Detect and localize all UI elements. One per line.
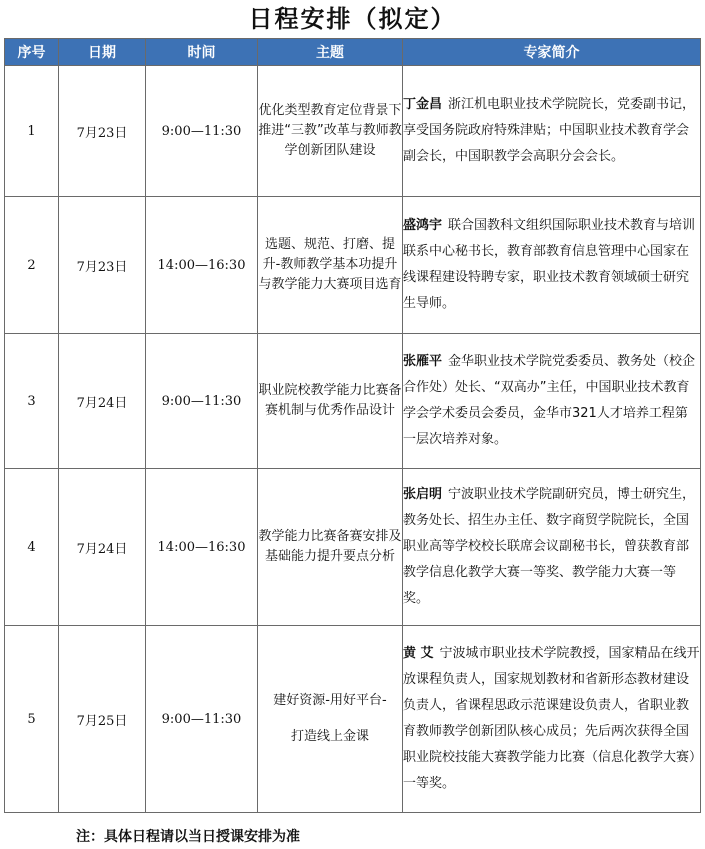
cell-date: 7月24日 xyxy=(59,334,146,469)
table-row xyxy=(5,334,701,469)
cell-no: 4 xyxy=(5,469,59,626)
cell-topic: 优化类型教育定位背景下推进“三教”改革与教师教学创新团队建设 xyxy=(258,66,403,197)
cell-time: 14:00—16:30 xyxy=(146,469,258,626)
cell-time: 9:00—11:30 xyxy=(146,334,258,469)
footnote: 注：具体日程请以当日授课安排为准 xyxy=(76,829,300,845)
column-header-time: 时间 xyxy=(146,39,258,66)
expert-name: 张启明 xyxy=(403,487,443,502)
table-row xyxy=(5,469,701,626)
cell-topic: 教学能力比赛备赛安排及基础能力提升要点分析 xyxy=(258,469,403,626)
column-header-date: 日期 xyxy=(59,39,146,66)
table-row xyxy=(5,626,701,813)
cell-time: 9:00—11:30 xyxy=(146,66,258,197)
cell-topic xyxy=(258,626,403,813)
cell-no: 2 xyxy=(5,197,59,334)
table-header-row xyxy=(5,39,701,66)
expert-name: 丁金昌 xyxy=(403,97,443,112)
cell-topic: 职业院校教学能力比赛备赛机制与优秀作品设计 xyxy=(258,334,403,469)
cell-expert xyxy=(403,469,701,626)
column-header-topic: 主题 xyxy=(258,39,403,66)
cell-topic: 选题、规范、打磨、提升-教师教学基本功提升与教学能力大赛项目选育 xyxy=(258,197,403,334)
cell-time: 14:00—16:30 xyxy=(146,197,258,334)
expert-bio: 联合国教科文组织国际职业技术教育与培训联系中心秘书长，教育部教育信息管理中心国家在线课程建设特聘专家，职业技术教育领域硕士研究生导师。 xyxy=(403,218,696,311)
table-row xyxy=(5,66,701,197)
cell-expert xyxy=(403,626,701,813)
topic-line-1: 建好资源-用好平台- xyxy=(273,693,387,708)
cell-date: 7月24日 xyxy=(59,469,146,626)
expert-bio: 金华职业技术学院党委委员、教务处（校企合作处）处长、“双高办”主任，中国职业技术教育学会学术委员会委员，金华市321人才培养工程第一层次培养对象。 xyxy=(403,354,696,447)
schedule-table xyxy=(4,38,701,813)
cell-expert xyxy=(403,197,701,334)
expert-name: 张雁平 xyxy=(403,354,443,369)
table-row xyxy=(5,197,701,334)
cell-no: 5 xyxy=(5,626,59,813)
cell-time: 9:00—11:30 xyxy=(146,626,258,813)
cell-no: 1 xyxy=(5,66,59,197)
topic-line-2: 打造线上金课 xyxy=(290,729,369,744)
cell-expert xyxy=(403,334,701,469)
expert-bio: 浙江机电职业技术学院院长，党委副书记，享受国务院政府特殊津贴；中国职业技术教育学会副会长，中国职教学会高职分会会长。 xyxy=(403,97,696,164)
cell-date: 7月25日 xyxy=(59,626,146,813)
cell-date: 7月23日 xyxy=(59,66,146,197)
expert-name: 黄 艾 xyxy=(403,646,434,661)
column-header-no: 序号 xyxy=(5,39,59,66)
cell-date: 7月23日 xyxy=(59,197,146,334)
column-header-expert: 专家简介 xyxy=(403,39,701,66)
expert-bio: 宁波职业技术学院副研究员，博士研究生，教务处长、招生办主任、数字商贸学院院长，全国职业高等学校校长联席会议副秘书长，曾获教育部教学信息化教学大赛一等奖、教学能力大赛一等奖。 xyxy=(403,487,696,606)
cell-expert xyxy=(403,66,701,197)
page-title: 日程安排（拟定） xyxy=(248,5,457,33)
expert-bio: 宁波城市职业技术学院教授，国家精品在线开放课程负责人，国家规划教材和省新形态教材建设负责人，省课程思政示范课建设负责人，省职业教育教师教学创新团队核心成员；先后两次获得全国职业院校技能大赛教学能力比赛（信息化教学大赛）一等奖。 xyxy=(403,646,700,791)
cell-no: 3 xyxy=(5,334,59,469)
expert-name: 盛鸿宇 xyxy=(403,218,443,233)
